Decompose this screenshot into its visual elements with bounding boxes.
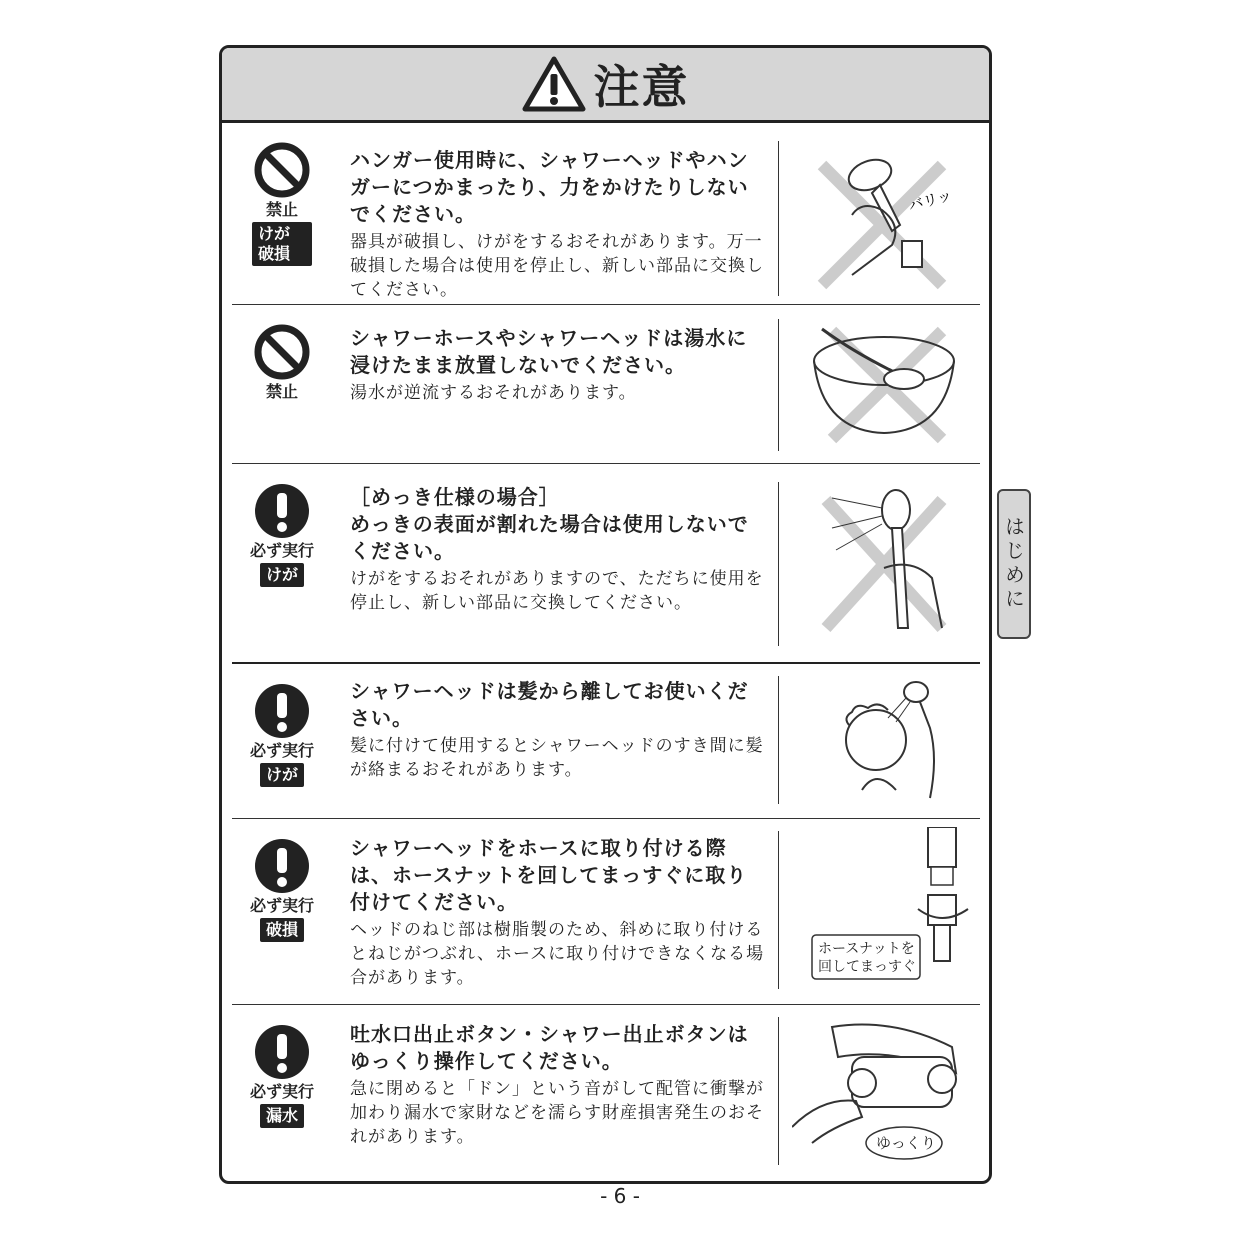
divider xyxy=(778,482,779,646)
hair-washing-illustration xyxy=(792,678,972,806)
item-body: 髪に付けて使用するとシャワーヘッドのすき間に髪が絡まるおそれがあります。 xyxy=(350,736,764,780)
symbol-label: 禁止 xyxy=(265,200,298,219)
divider xyxy=(778,1017,779,1165)
mandatory-exclamation-icon xyxy=(253,482,311,540)
warning-triangle-icon xyxy=(522,56,586,112)
item-body: けがをするおそれがありますので、ただちに使用を停止し、新しい部品に交換してください。 xyxy=(350,569,764,613)
symbol-column xyxy=(244,141,320,266)
item-body: 急に閉めると「ドン」という音がして配管に衝撃が加わり漏水で家財などを濡らす財産損害発生のおそれがあります。 xyxy=(350,1079,764,1147)
symbol-column xyxy=(244,1023,320,1128)
item-heading: 吐水口出止ボタン・シャワー出止ボタンはゆっくり操作してください。 xyxy=(350,1022,749,1073)
item-heading: シャワーヘッドは髪から離してお使いください。 xyxy=(350,679,749,730)
page-number: - 6 - xyxy=(600,1184,640,1208)
symbol-label: 禁止 xyxy=(265,382,298,401)
shower-hanger-illustration xyxy=(792,145,972,295)
divider xyxy=(778,141,779,296)
hazard-tag: 破損 xyxy=(260,918,304,942)
hazard-tag: けが xyxy=(260,563,304,587)
caution-item-hose-nut xyxy=(232,818,980,1005)
item-text xyxy=(350,484,768,615)
faucet-illustration xyxy=(792,1017,972,1167)
prohibited-icon xyxy=(253,323,311,381)
symbol-column xyxy=(244,682,320,787)
caution-item-hanger xyxy=(232,123,980,304)
item-heading: シャワーホースやシャワーヘッドは湯水に浸けたまま放置しないでください。 xyxy=(350,326,748,377)
divider xyxy=(778,319,779,451)
item-text xyxy=(350,1021,768,1149)
basin-illustration xyxy=(792,321,972,449)
item-text xyxy=(350,147,768,302)
section-tab-introduction[interactable] xyxy=(997,489,1031,639)
item-body: ヘッドのねじ部は樹脂製のため、斜めに取り付けるとねじがつぶれ、ホースに取り付けできなくなる場合があります。 xyxy=(350,920,765,988)
caution-item-plating xyxy=(232,463,980,663)
mandatory-exclamation-icon xyxy=(253,1023,311,1081)
caution-panel xyxy=(219,45,992,1184)
divider xyxy=(778,676,779,804)
caution-title: 注意 xyxy=(593,60,690,114)
item-text xyxy=(350,678,768,782)
caution-header xyxy=(222,48,989,123)
caution-item-soak xyxy=(232,304,980,464)
symbol-column xyxy=(244,837,320,942)
item-body: 器具が破損し、けがをするおそれがあります。万一破損した場合は使用を停止し、新しい部品に交換してください。 xyxy=(350,232,764,300)
prohibited-icon xyxy=(253,141,311,199)
callout-label: ホースナットを 回してまっすぐ xyxy=(818,941,916,975)
mandatory-exclamation-icon xyxy=(253,837,311,895)
symbol-label: 必ず実行 xyxy=(249,541,314,560)
symbol-label: 必ず実行 xyxy=(249,741,314,760)
item-heading: シャワーヘッドをホースに取り付ける際は、ホースナットを回してまっすぐに取り付けてください。 xyxy=(350,836,748,914)
section-tab-label: はじめに xyxy=(1001,516,1026,612)
slowly-label: ゆっくり xyxy=(876,1134,936,1152)
divider xyxy=(778,831,779,989)
mandatory-exclamation-icon xyxy=(253,682,311,740)
symbol-column xyxy=(244,482,320,587)
item-body: 湯水が逆流するおそれがあります。 xyxy=(350,383,637,403)
hazard-tag: けが xyxy=(260,763,304,787)
symbol-column xyxy=(244,323,320,401)
cracked-shower-illustration xyxy=(792,488,972,638)
item-heading: ハンガー使用時に、シャワーヘッドやハンガーにつかまったり、力をかけたりしないでください。 xyxy=(350,148,749,226)
item-text xyxy=(350,325,768,405)
hose-nut-illustration xyxy=(792,827,977,997)
snap-label: バリッ xyxy=(906,185,954,215)
item-heading: ［めっき仕様の場合］ めっきの表面が割れた場合は使用しないでください。 xyxy=(350,485,749,563)
caution-item-stop-button xyxy=(232,1004,980,1182)
hazard-tag: 漏水 xyxy=(260,1104,304,1128)
symbol-label: 必ず実行 xyxy=(249,896,314,915)
caution-item-hair xyxy=(232,662,980,820)
hazard-tag: けが 破損 xyxy=(252,222,312,266)
item-text xyxy=(350,835,768,990)
symbol-label: 必ず実行 xyxy=(249,1082,314,1101)
